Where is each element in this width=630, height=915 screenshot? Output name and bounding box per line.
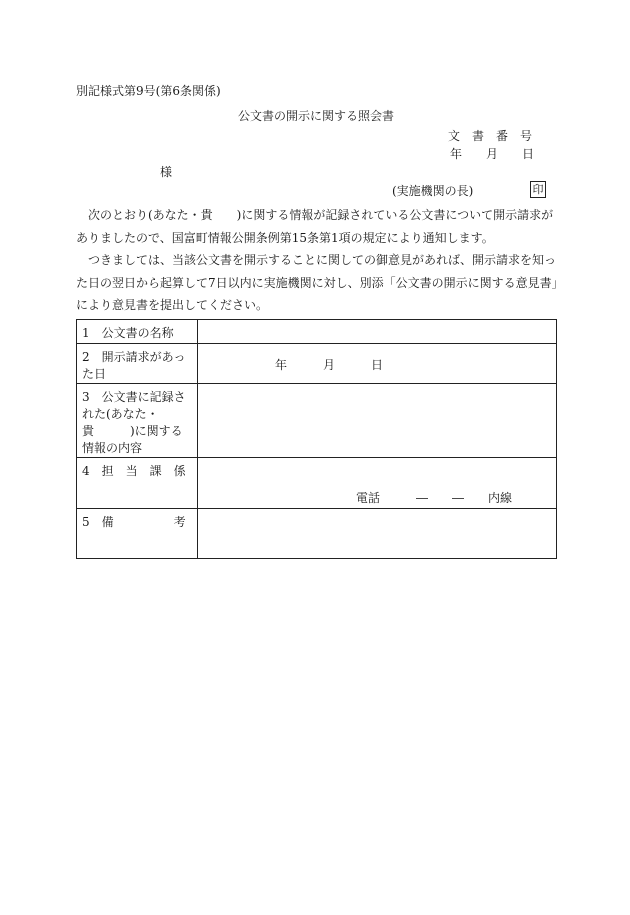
department-label: 4 担 当 課 係 <box>77 458 198 509</box>
table-row <box>77 344 557 384</box>
department-field[interactable] <box>198 458 557 509</box>
document-name-field[interactable] <box>198 320 557 344</box>
document-title: 公文書の開示に関する照会書 <box>238 109 395 123</box>
addressee-suffix: 様 <box>160 165 173 179</box>
seal-mark: 印 <box>530 181 546 198</box>
request-paragraph: つきましては、当該公文書を開示することに関しての御意見があれば、開示請求を知った日の翌日から起算して7日以内に実施機関に対し、別添「公文書の開示に関する意見書」により意見書を提出してください。 <box>76 253 558 312</box>
recorded-info-label: 3 公文書に記録された(あなた・貴 )に関する情報の内容 <box>77 384 198 458</box>
document-number-label: 文 書 番 号 <box>448 129 533 143</box>
request-date-label: 2 開示請求があった日 <box>77 344 198 384</box>
sender-label: (実施機関の長) <box>392 184 474 198</box>
remarks-field[interactable] <box>198 509 557 559</box>
document-name-label: 1 公文書の名称 <box>77 320 198 344</box>
request-date-placeholder: 年 月 日 <box>275 358 384 372</box>
inquiry-table <box>76 319 557 559</box>
form-number: 別記様式第9号(第6条関係) <box>76 84 221 98</box>
table-row <box>77 384 557 458</box>
table-row <box>77 320 557 344</box>
remarks-label: 5 備 考 <box>77 509 198 559</box>
request-date-field[interactable] <box>198 344 557 384</box>
recorded-info-field[interactable] <box>198 384 557 458</box>
phone-extension-line: 電話 ― ― 内線 <box>356 491 513 505</box>
table-row <box>77 458 557 509</box>
table-row <box>77 509 557 559</box>
notice-paragraph: 次のとおり(あなた・貴 )に関する情報が記録されている公文書について開示請求がありましたので、国富町情報公開条例第15条第1項の規定により通知します。 <box>76 208 554 245</box>
date-label: 年 月 日 <box>450 147 535 161</box>
